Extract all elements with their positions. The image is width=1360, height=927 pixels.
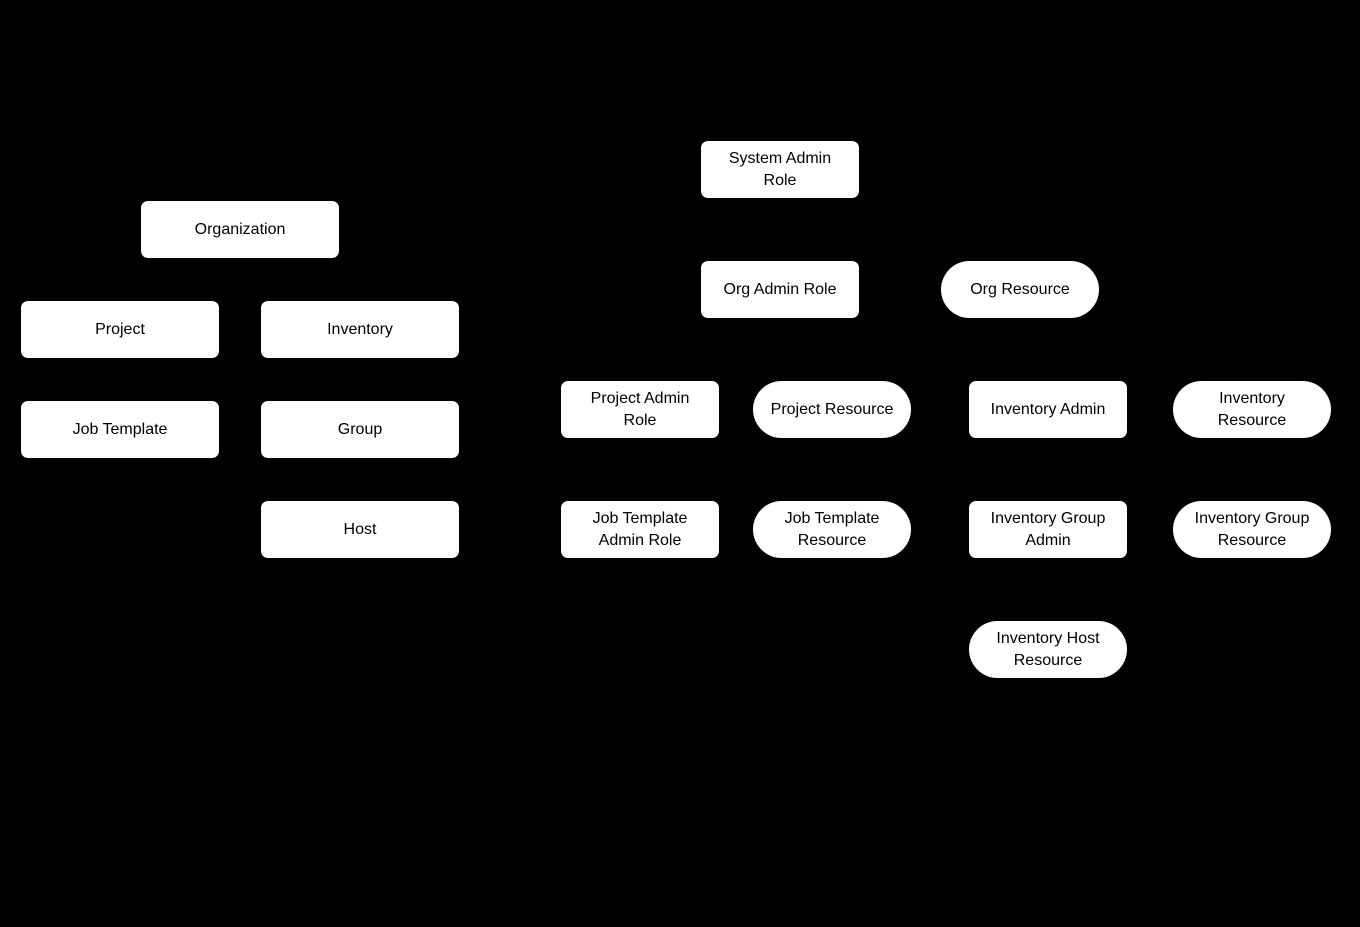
node-job-template xyxy=(21,401,219,458)
node-label: Inventory Group Admin xyxy=(990,510,1106,549)
node-inventory-host-resource xyxy=(969,621,1127,678)
node-label: System Admin Role xyxy=(728,150,832,189)
node-label: Inventory xyxy=(327,320,393,338)
node-inventory-group-resource xyxy=(1173,501,1331,558)
node-inventory-resource xyxy=(1173,381,1331,438)
node-inventory xyxy=(261,301,459,358)
node-group xyxy=(261,401,459,458)
node-project-admin-role xyxy=(561,381,719,438)
node-label: Project xyxy=(95,320,145,338)
node-org-admin-role xyxy=(701,261,859,318)
node-label: Inventory Host Resource xyxy=(996,630,1100,669)
node-label: Job Template Admin Role xyxy=(592,510,688,549)
node-system-admin-role xyxy=(701,141,859,198)
node-organization xyxy=(141,201,339,258)
node-host xyxy=(261,501,459,558)
node-label: Inventory Group Resource xyxy=(1194,510,1310,549)
node-job-template-resource xyxy=(753,501,911,558)
node-label: Org Resource xyxy=(970,280,1070,298)
node-label: Host xyxy=(343,520,377,538)
node-label: Project Resource xyxy=(770,400,894,418)
node-label: Job Template xyxy=(72,420,168,438)
node-label: Inventory Resource xyxy=(1217,390,1287,429)
node-label: Organization xyxy=(194,220,286,238)
node-org-resource xyxy=(941,261,1099,318)
node-label: Org Admin Role xyxy=(723,280,837,298)
node-job-template-admin-role xyxy=(561,501,719,558)
node-inventory-admin xyxy=(969,381,1127,438)
node-project xyxy=(21,301,219,358)
node-project-resource xyxy=(753,381,911,438)
node-inventory-group-admin xyxy=(969,501,1127,558)
node-label: Project Admin Role xyxy=(590,390,690,429)
node-label: Group xyxy=(337,420,383,438)
node-label: Inventory Admin xyxy=(990,400,1106,418)
node-label: Job Template Resource xyxy=(784,510,880,549)
